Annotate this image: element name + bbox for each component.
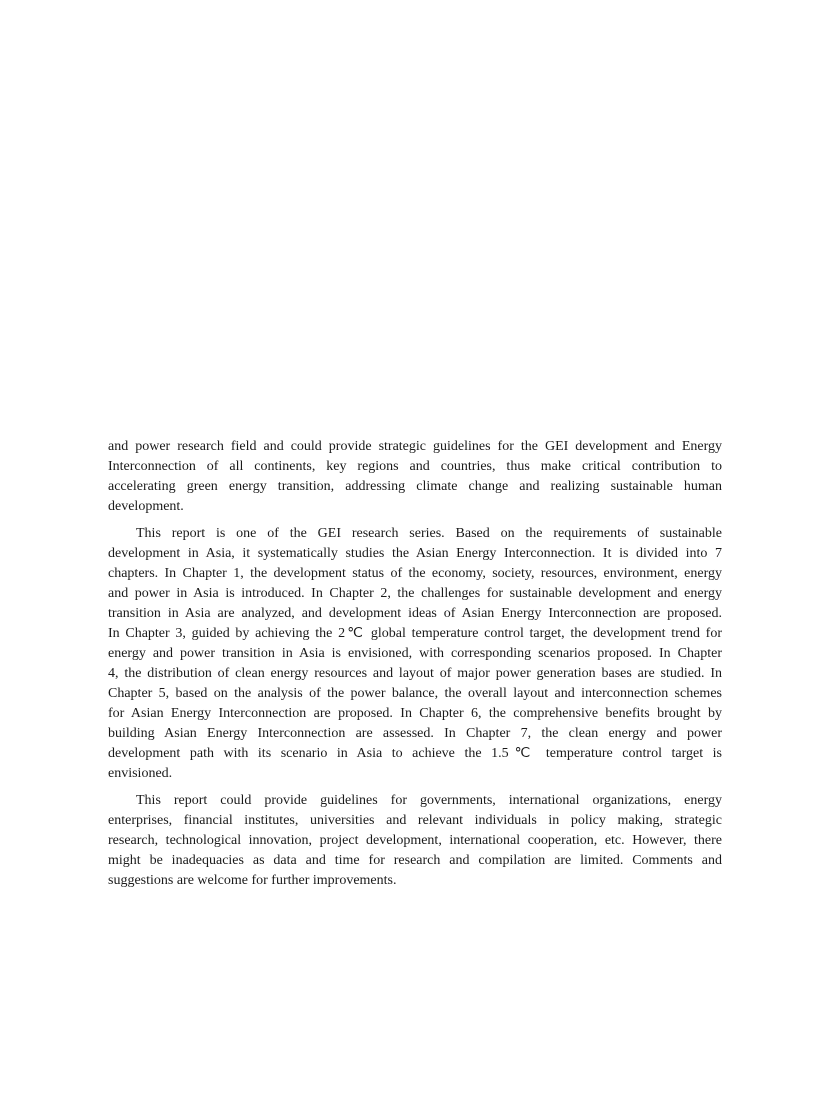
paragraph xyxy=(108,791,722,891)
text-line: research, technological innovation, project development, international cooperation, etc. However, there xyxy=(108,833,722,848)
text-line: development path with its scenario in Asia to achieve the 1.5℃ temperature control target is xyxy=(108,746,722,761)
paragraph xyxy=(108,524,722,784)
text-line: envisioned. xyxy=(108,766,173,781)
text-line: and power research field and could provide strategic guidelines for the GEI development and Energy xyxy=(108,439,722,454)
text-line: This report could provide guidelines for governments, international organizations, energy xyxy=(136,793,722,808)
text-line: and power in Asia is introduced. In Chapter 2, the challenges for sustainable development and energy xyxy=(108,586,722,601)
text-line: transition in Asia are analyzed, and development ideas of Asian Energy Interconnection are proposed. xyxy=(108,606,722,621)
text-line: might be inadequacies as data and time for research and compilation are limited. Comments and xyxy=(108,853,722,868)
text-line: chapters. In Chapter 1, the development status of the economy, society, resources, environment, energy xyxy=(108,566,722,581)
text-line: suggestions are welcome for further improvements. xyxy=(108,873,397,888)
text-line: In Chapter 3, guided by achieving the 2℃ global temperature control target, the development trend for xyxy=(108,626,722,641)
text-line: This report is one of the GEI research series. Based on the requirements of sustainable xyxy=(136,526,722,541)
text-line: Interconnection of all continents, key regions and countries, thus make critical contribution to xyxy=(108,459,722,474)
text-line: for Asian Energy Interconnection are proposed. In Chapter 6, the comprehensive benefits brought by xyxy=(108,706,722,721)
text-line: energy and power transition in Asia is envisioned, with corresponding scenarios proposed. In Chapter xyxy=(108,646,722,661)
text-line: enterprises, financial institutes, universities and relevant individuals in policy making, strategic xyxy=(108,813,722,828)
text-line: development. xyxy=(108,499,184,514)
text-line: 4, the distribution of clean energy resources and layout of major power generation bases are studied. In xyxy=(108,666,722,681)
document-body xyxy=(108,437,722,898)
text-line: accelerating green energy transition, addressing climate change and realizing sustainable human xyxy=(108,479,722,494)
paragraph xyxy=(108,437,722,517)
text-line: Chapter 5, based on the analysis of the power balance, the overall layout and interconnection schemes xyxy=(108,686,722,701)
text-line: building Asian Energy Interconnection are assessed. In Chapter 7, the clean energy and power xyxy=(108,726,722,741)
text-line: development in Asia, it systematically studies the Asian Energy Interconnection. It is divided into 7 xyxy=(108,546,722,561)
